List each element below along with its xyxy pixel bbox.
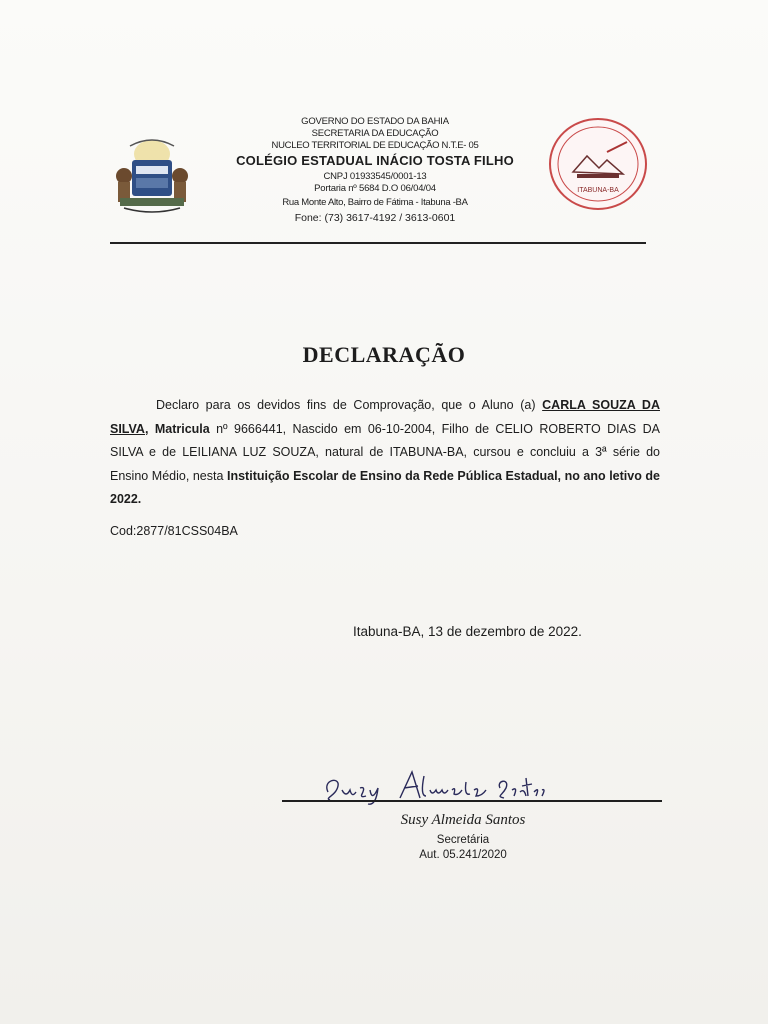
signer-name: Susy Almeida Santos <box>400 812 526 828</box>
nucleus-name: NUCLEO TERRITORIAL DE EDUCAÇÃO N.T.E- 05 <box>271 140 479 152</box>
cnpj: CNPJ 01933545/0001-13 <box>323 171 427 183</box>
signer-authorization: Aut. 05.241/2020 <box>419 849 507 861</box>
registration-label: Matricula <box>148 421 210 436</box>
issue-date: Itabuna-BA, 13 de dezembro de 2022. <box>353 624 582 639</box>
school-name: COLÉGIO ESTADUAL INÁCIO TOSTA FILHO <box>236 153 514 169</box>
address: Rua Monte Alto, Bairro de Fátima - Itabuna -BA <box>282 197 468 209</box>
declaration-body <box>110 394 660 512</box>
portaria: Portaria nº 5684 D.O 06/04/04 <box>314 183 436 195</box>
letterhead <box>200 116 550 225</box>
student-name: CARLA SOUZA DA SILVA, <box>110 398 660 436</box>
header-divider <box>110 242 646 244</box>
body-intro: Declaro para os devidos fins de Comprovação, que o Aluno (a) <box>156 398 543 412</box>
body-details: nº 9666441, Nascido em 06-10-2004, Filho de CELIO ROBERTO DIAS DA SILVA e de LEILIANA LUZ SOUZA, natural de ITABUNA-BA, cursou e concluiu a 3ª série do Ensino Médio, nesta <box>110 421 661 483</box>
bahia-crest-logo <box>110 132 194 214</box>
secretariat-name: SECRETARIA DA EDUCAÇÃO <box>311 128 439 140</box>
signature-line <box>282 800 662 802</box>
body-institution: Instituição Escolar de Ensino da Rede Pública Estadual, no ano letivo de 2022. <box>110 468 660 506</box>
document-code: Cod:2877/81CSS04BA <box>110 524 238 538</box>
school-stamp-logo <box>547 116 649 212</box>
government-name: GOVERNO DO ESTADO DA BAHIA <box>301 116 449 127</box>
declaration-paragraph <box>110 394 660 512</box>
phone: Fone: (73) 3617-4192 / 3613-0601 <box>294 211 456 224</box>
signer-role: Secretária <box>436 834 490 846</box>
stamp-text: ITABUNA-BA <box>577 187 619 194</box>
document-title: DECLARAÇÃO <box>302 342 466 367</box>
